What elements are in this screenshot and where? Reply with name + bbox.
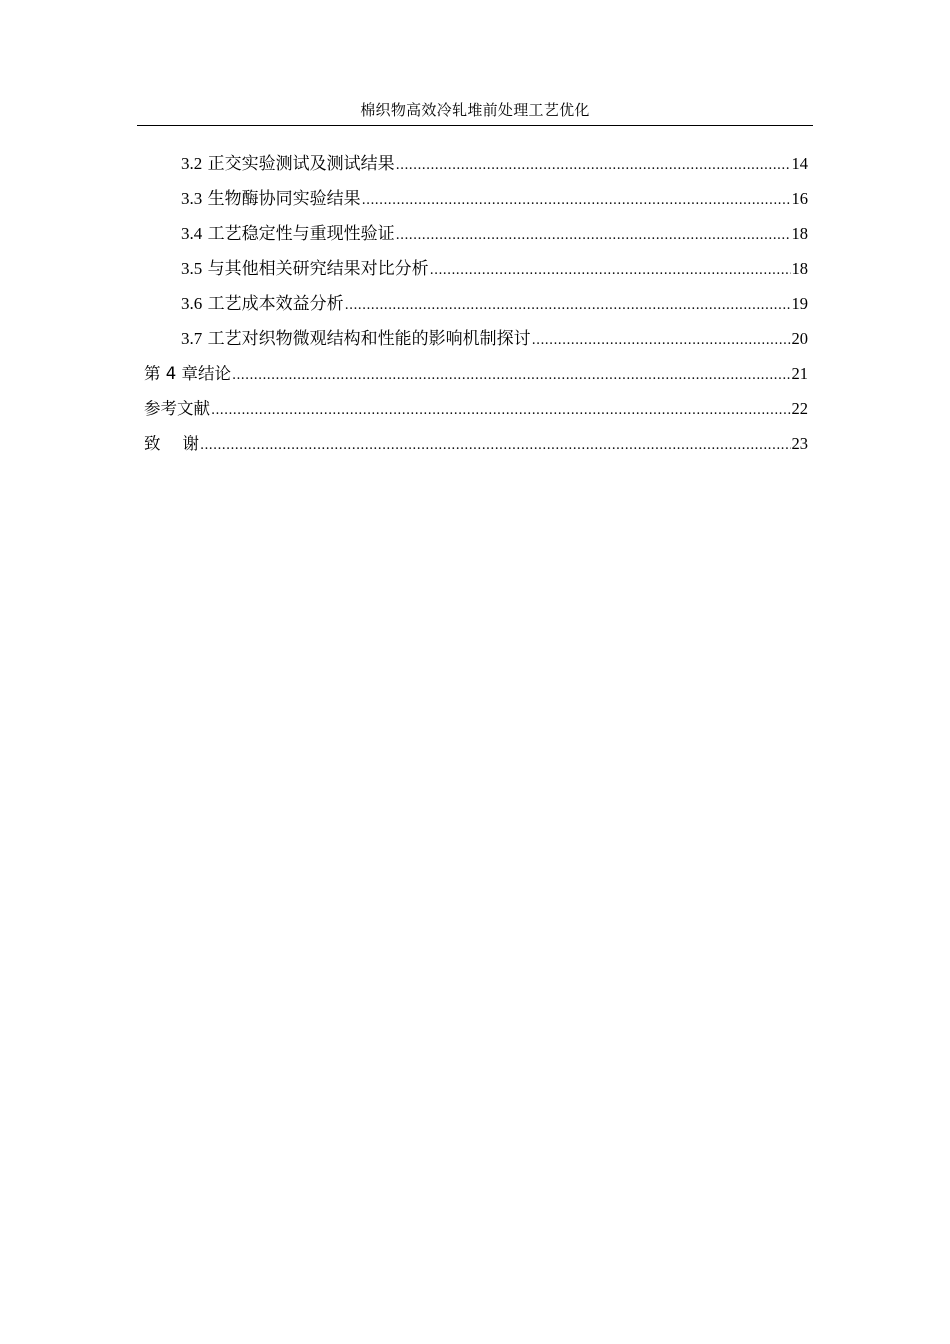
toc-entry-title: 第 4 章结论 [144, 364, 231, 383]
toc-leader-dots [232, 358, 791, 391]
toc-leader-dots [211, 393, 791, 426]
toc-page-number: 19 [791, 294, 808, 313]
header-rule [137, 125, 813, 126]
toc-leader-dots [430, 253, 791, 286]
toc-page-number: 20 [791, 329, 808, 348]
toc-leader-dots [200, 428, 791, 461]
toc-entry-3-6[interactable] [144, 286, 808, 321]
toc-entry-title: 3.2 正交实验测试及测试结果 [181, 154, 395, 174]
table-of-contents [144, 146, 808, 461]
toc-page-number: 14 [791, 154, 808, 173]
toc-page-number: 22 [791, 399, 808, 418]
toc-page-number: 18 [791, 259, 808, 278]
toc-entry-3-5[interactable] [144, 251, 808, 286]
toc-entry-acknowledgements[interactable] [144, 426, 808, 461]
toc-page-number: 18 [791, 224, 808, 243]
toc-entry-title: 3.5 与其他相关研究结果对比分析 [181, 259, 429, 279]
running-header: 棉织物高效冷轧堆前处理工艺优化 [360, 101, 590, 119]
toc-entry-title: 3.6 工艺成本效益分析 [181, 294, 344, 314]
toc-leader-dots [396, 218, 791, 251]
toc-leader-dots [345, 288, 791, 321]
toc-leader-dots [362, 183, 791, 216]
toc-entry-3-2[interactable] [144, 146, 808, 181]
toc-entry-title: 3.4 工艺稳定性与重现性验证 [181, 224, 395, 244]
toc-entry-title: 致 谢 [144, 434, 199, 453]
toc-entry-3-4[interactable] [144, 216, 808, 251]
toc-page-number: 23 [791, 434, 808, 453]
toc-page-number: 21 [791, 364, 808, 383]
toc-entry-title: 3.3 生物酶协同实验结果 [181, 189, 361, 209]
toc-entry-title: 参考文献 [144, 399, 210, 418]
toc-entry-references[interactable] [144, 391, 808, 426]
toc-entry-chapter-4[interactable] [144, 356, 808, 391]
toc-entry-3-3[interactable] [144, 181, 808, 216]
toc-page-number: 16 [791, 189, 808, 208]
toc-leader-dots [532, 323, 791, 356]
toc-leader-dots [396, 148, 791, 181]
toc-entry-title: 3.7 工艺对织物微观结构和性能的影响机制探讨 [181, 329, 531, 349]
toc-entry-3-7[interactable] [144, 321, 808, 356]
